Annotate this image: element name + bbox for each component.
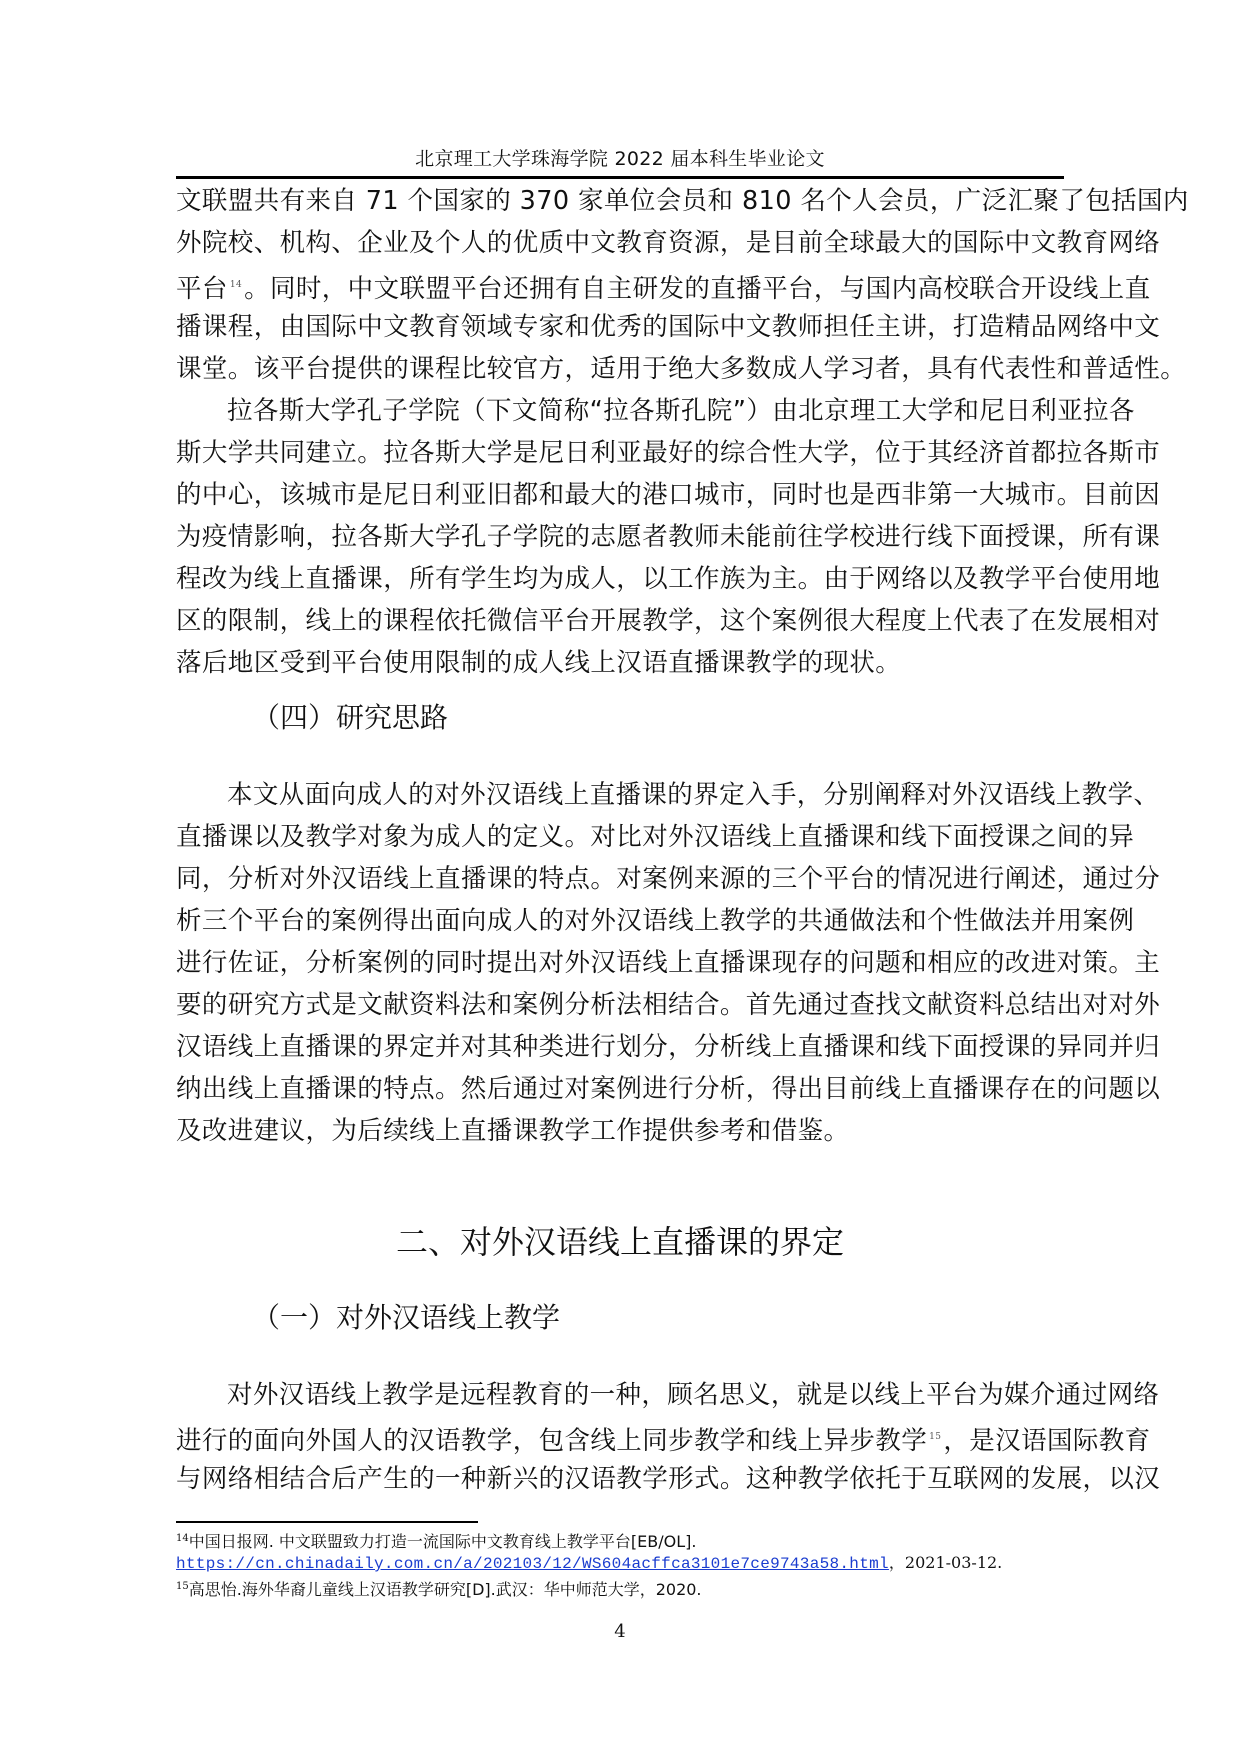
para2-line-1: 拉各斯大学孔子学院（下文简称“拉各斯孔院”）由北京理工大学和尼日利亚拉各 xyxy=(227,396,1135,426)
para2-line-6: 区的限制，线上的课程依托微信平台开展教学，这个案例很大程度上代表了在发展相对 xyxy=(176,606,1161,636)
para3-line-2: 直播课以及教学对象为成人的定义。对比对外汉语线上直播课和线下面授课之间的异 xyxy=(176,822,1135,852)
para3-line-5: 进行佐证，分析案例的同时提出对外汉语线上直播课现存的问题和相应的改进对策。主 xyxy=(176,948,1161,978)
footnote-15-number: 15 xyxy=(176,1581,189,1592)
para1-line-2: 外院校、机构、企业及个人的优质中文教育资源，是目前全球最大的国际中文教育网络 xyxy=(176,228,1161,258)
para1-line-3-a: 平台 xyxy=(176,274,228,304)
para4-line-1: 对外汉语线上教学是远程教育的一种，顾名思义，就是以线上平台为媒介通过网络 xyxy=(227,1380,1160,1410)
running-header: 北京理工大学珠海学院 2022 届本科生毕业论文 xyxy=(415,148,825,170)
footnote-separator xyxy=(176,1521,478,1523)
footnote-14-link[interactable]: https://cn.chinadaily.com.cn/a/202103/12/WS604acffca3101e7ce9743a58.html xyxy=(176,1555,889,1573)
para3-line-8: 纳出线上直播课的特点。然后通过对案例进行分析，得出目前线上直播课存在的问题以 xyxy=(176,1074,1161,1104)
para1-line-1: 文联盟共有来自 71 个国家的 370 家单位会员和 810 名个人会员，广泛汇聚了包括国内 xyxy=(176,186,1189,216)
footnote-14-url-line xyxy=(176,1552,1002,1575)
header-rule xyxy=(176,176,1064,179)
page-number: 4 xyxy=(614,1621,626,1642)
para4-line-2-a: 进行的面向外国人的汉语教学，包含线上同步教学和线上异步教学 xyxy=(176,1426,928,1456)
para1-line-3 xyxy=(176,268,1151,306)
footnote-14 xyxy=(176,1528,696,1553)
footnote-14-text: 中国日报网. 中文联盟致力打造一流国际中文教育线上教学平台[EB/OL]. xyxy=(188,1532,697,1551)
para2-line-2: 斯大学共同建立。拉各斯大学是尼日利亚最好的综合性大学，位于其经济首都拉各斯市 xyxy=(176,438,1161,468)
para3-line-1: 本文从面向成人的对外汉语线上直播课的界定入手，分别阐释对外汉语线上教学、 xyxy=(227,780,1160,810)
para3-line-7: 汉语线上直播课的界定并对其种类进行划分，分析线上直播课和线下面授课的异同并归 xyxy=(176,1032,1161,1062)
para2-line-5: 程改为线上直播课，所有学生均为成人，以工作族为主。由于网络以及教学平台使用地 xyxy=(176,564,1161,594)
para1-line-5: 课堂。该平台提供的课程比较官方，适用于绝大多数成人学习者，具有代表性和普适性。 xyxy=(176,354,1187,384)
footnote-15 xyxy=(176,1576,702,1601)
footnote-15-text: 高思怡.海外华裔儿童线上汉语教学研究[D].武汉：华中师范大学，2020. xyxy=(188,1580,702,1599)
para3-line-3: 同，分析对外汉语线上直播课的特点。对案例来源的三个平台的情况进行阐述，通过分 xyxy=(176,864,1161,894)
footnote-14-date: ，2021-03-12. xyxy=(888,1553,1003,1572)
section-heading-online-teaching: （一）对外汉语线上教学 xyxy=(252,1301,561,1334)
para1-line-3-b: 。同时，中文联盟平台还拥有自主研发的直播平台，与国内高校联合开设线上直 xyxy=(244,274,1151,304)
footnote-ref-14[interactable]: 14 xyxy=(229,280,243,290)
chapter-heading: 二、对外汉语线上直播课的界定 xyxy=(395,1223,844,1261)
para3-line-9: 及改进建议，为后续线上直播课教学工作提供参考和借鉴。 xyxy=(176,1116,850,1146)
section-heading-research-approach: （四）研究思路 xyxy=(252,701,449,734)
para1-line-4: 播课程，由国际中文教育领域专家和优秀的国际中文教师担任主讲，打造精品网络中文 xyxy=(176,312,1161,342)
para3-line-6: 要的研究方式是文献资料法和案例分析法相结合。首先通过查找文献资料总结出对对外 xyxy=(176,990,1161,1020)
para2-line-4: 为疫情影响，拉各斯大学孔子学院的志愿者教师未能前往学校进行线下面授课，所有课 xyxy=(176,522,1161,552)
para4-line-2 xyxy=(176,1420,1151,1458)
para2-line-3: 的中心，该城市是尼日利亚旧都和最大的港口城市，同时也是西非第一大城市。目前因 xyxy=(176,480,1161,510)
para4-line-3: 与网络相结合后产生的一种新兴的汉语教学形式。这种教学依托于互联网的发展，以汉 xyxy=(176,1464,1161,1494)
para4-line-2-b: ，是汉语国际教育 xyxy=(943,1426,1151,1456)
footnote-ref-15[interactable]: 15 xyxy=(929,1432,942,1442)
footnote-14-number: 14 xyxy=(176,1533,189,1544)
para3-line-4: 析三个平台的案例得出面向成人的对外汉语线上教学的共通做法和个性做法并用案例 xyxy=(176,906,1135,936)
para2-line-7: 落后地区受到平台使用限制的成人线上汉语直播课教学的现状。 xyxy=(176,648,902,678)
